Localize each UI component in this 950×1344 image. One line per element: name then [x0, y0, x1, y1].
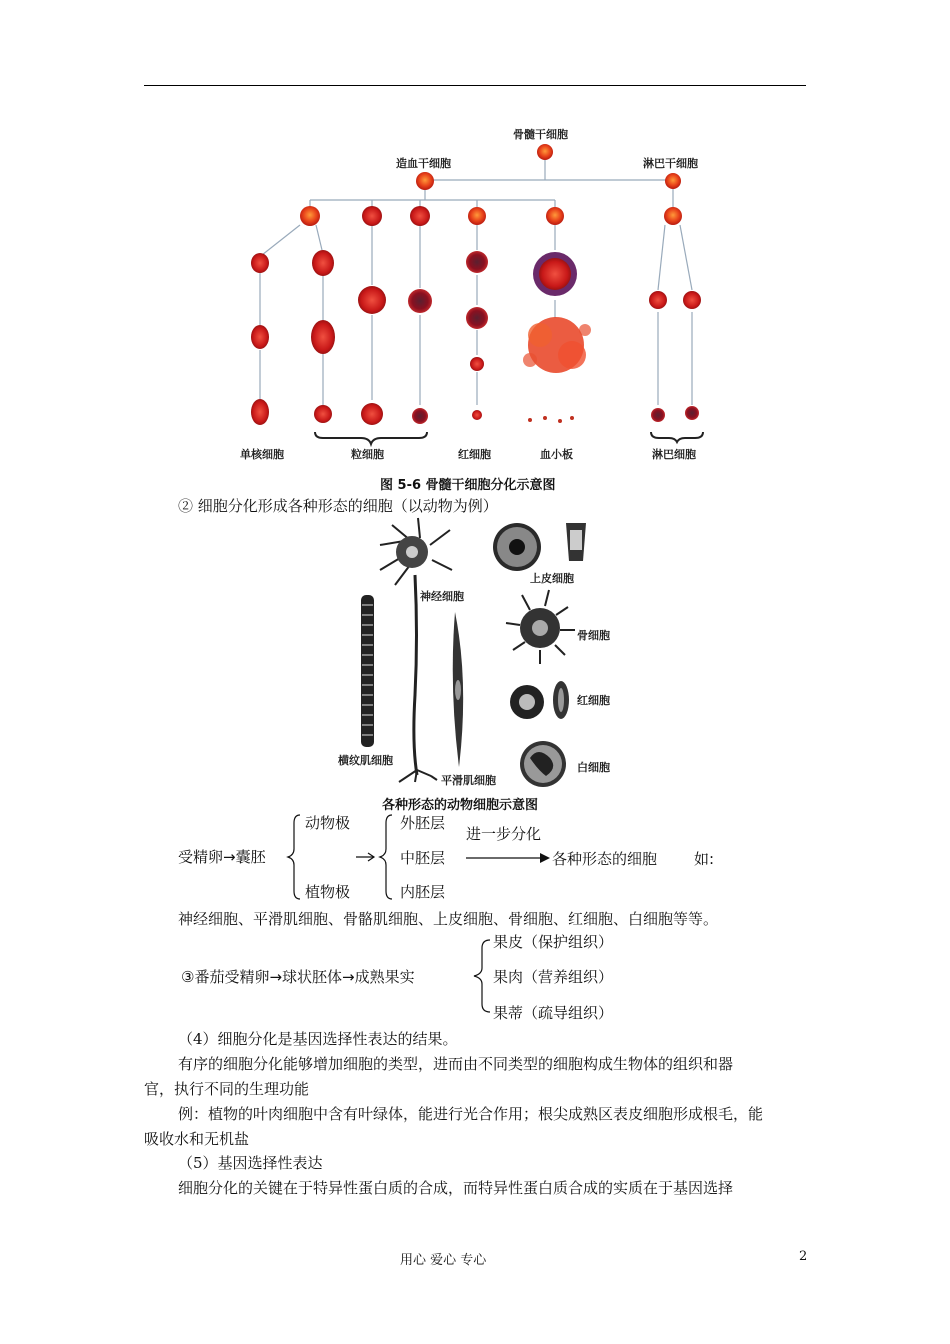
label-striated-muscle-cell: 横纹肌细胞	[338, 754, 393, 767]
footer-motto: 用心 爱心 专心	[400, 1253, 487, 1268]
endoderm: 内胚层	[400, 883, 446, 901]
further-differentiation-label: 进一步分化	[466, 825, 542, 843]
header-rule	[144, 85, 806, 86]
mesoderm: 中胚层	[400, 849, 446, 867]
section-4-text-line2: 官，执行不同的生理功能	[144, 1080, 310, 1098]
item-2-heading: ② 细胞分化形成各种形态的细胞（以动物为例）	[178, 497, 498, 515]
ectoderm: 外胚层	[400, 814, 446, 832]
such-as-label: 如:	[694, 850, 715, 868]
label-hematopoietic-stem-cell: 造血干细胞	[396, 157, 451, 170]
page-number: 2	[799, 1249, 808, 1264]
label-monocyte: 单核细胞	[240, 448, 284, 461]
section-4-title: （4）细胞分化是基因选择性表达的结果。	[178, 1030, 458, 1048]
label-lymphoid-stem-cell: 淋巴干细胞	[643, 157, 698, 170]
section-5-text-line1: 细胞分化的关键在于特异性蛋白质的合成，而特异性蛋白质合成的实质在于基因选择	[178, 1179, 734, 1197]
label-bone-cell: 骨细胞	[577, 629, 610, 642]
label-lymphocyte: 淋巴细胞	[652, 448, 696, 461]
zygote-to-blastula: 受精卵→囊胚	[178, 848, 266, 866]
label-bone-marrow-stem-cell: 骨髓干细胞	[513, 128, 568, 141]
vegetal-pole: 植物极	[305, 883, 351, 901]
label-epithelial-cell: 上皮细胞	[530, 572, 574, 585]
label-erythrocyte: 红细胞	[458, 448, 491, 461]
various-cell-types: 各种形态的细胞	[552, 850, 658, 868]
label-white-blood-cell: 白细胞	[577, 761, 610, 774]
fruit-flesh: 果肉（营养组织）	[493, 968, 614, 986]
label-neuron: 神经细胞	[420, 590, 464, 603]
label-red-blood-cell: 红细胞	[577, 694, 610, 707]
figure-caption-5-6: 图 5-6 骨髓干细胞分化示意图	[380, 478, 556, 493]
fruit-peel: 果皮（保护组织）	[493, 933, 614, 951]
figure-caption-animal-cells: 各种形态的动物细胞示意图	[382, 798, 539, 813]
label-granulocyte: 粒细胞	[351, 448, 384, 461]
example-line1: 例：植物的叶肉细胞中含有叶绿体，能进行光合作用；根尖成熟区表皮细胞形成根毛，能	[178, 1105, 764, 1123]
section-5-title: （5）基因选择性表达	[178, 1154, 323, 1172]
section-4-text-line1: 有序的细胞分化能够增加细胞的类型，进而由不同类型的细胞构成生物体的组织和器	[178, 1055, 734, 1073]
cell-type-list: 神经细胞、平滑肌细胞、骨骼肌细胞、上皮细胞、骨细胞、红细胞、白细胞等等。	[178, 910, 719, 928]
label-smooth-muscle-cell: 平滑肌细胞	[441, 774, 496, 787]
tomato-development: ③番茄受精卵→球状胚体→成熟果实	[181, 968, 415, 986]
example-line2: 吸收水和无机盐	[144, 1130, 250, 1148]
label-platelet: 血小板	[540, 448, 573, 461]
tomato-diagram-brace	[455, 930, 495, 1025]
animal-cell-types-figure	[345, 515, 625, 790]
animal-pole: 动物极	[305, 814, 351, 832]
fruit-stalk: 果蒂（疏导组织）	[493, 1004, 614, 1022]
